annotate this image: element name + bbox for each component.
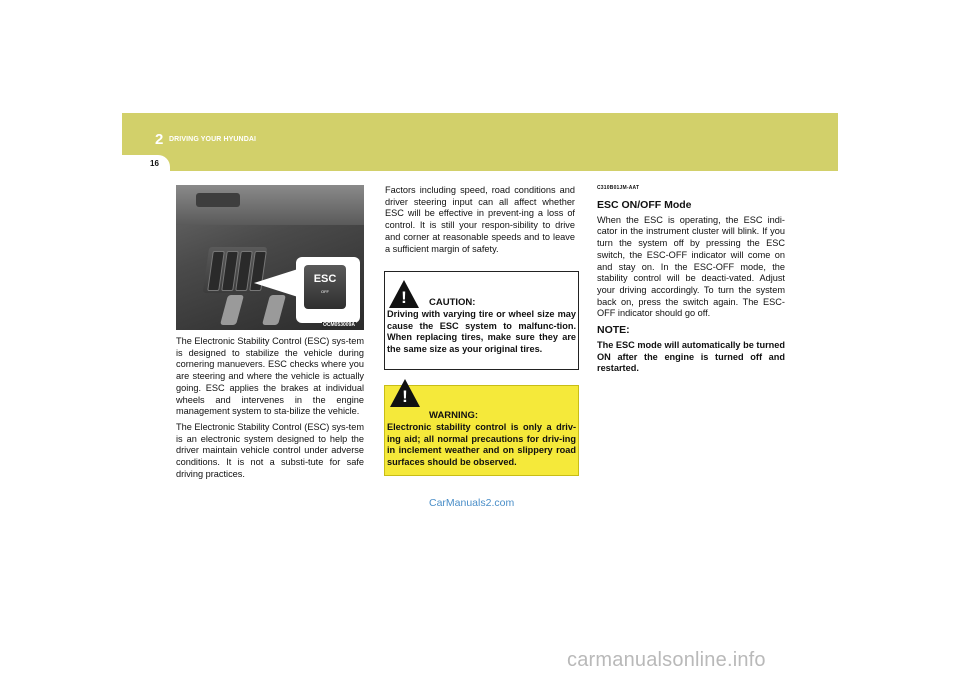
esc-factors-paragraph: Factors including speed, road conditions and driver steering input can all affect whether ESC will be effective in prevent-ing a loss of control. It is still your respon-sibility to drive and corner at reasonable speeds and to leave a sufficient margin of safety. (385, 185, 575, 254)
esc-mode-paragraph: When the ESC is operating, the ESC indi-cator in the instrument cluster will blink. If you turn the system off by pressing the ESC switch, the ESC-OFF indicator will come on and stay on. In the ESC-OFF mode, the stability control will be deacti-vated. Adjust your driving accordingly. To turn the system back on, press the switch again. The ESC-OFF indicator should go off. (597, 214, 785, 319)
page-number-tab (122, 155, 170, 171)
esc-switch-photo (176, 185, 364, 330)
warning-icon-mark: ! (402, 387, 408, 406)
warning-box (384, 385, 579, 476)
warning-text: Electronic stability control is only a driv-ing aid; all normal precautions for driv-ing in inclement weather and on slippery road surfaces should be observed. (387, 422, 576, 468)
caution-icon-mark: ! (401, 288, 407, 307)
photo-code: OCM053009A (323, 322, 355, 328)
photo-callout-pointer (254, 269, 298, 297)
column-2 (385, 185, 575, 259)
photo-pedal (220, 295, 244, 325)
esc-off-button (304, 265, 346, 309)
section-code: C310B01JM-AAT (597, 185, 640, 191)
page-number: 16 (150, 159, 159, 168)
caution-box (384, 271, 579, 370)
footer-watermark: carmanualsonline.info (567, 649, 766, 671)
photo-vent (196, 193, 240, 207)
photo-pedal (262, 295, 286, 325)
chapter-title: DRIVING YOUR HYUNDAI (169, 136, 257, 143)
watermark-link[interactable]: CarManuals2.com (429, 497, 515, 509)
section-heading: ESC ON/OFF Mode (597, 198, 692, 211)
esc-button-sublabel: OFF (321, 289, 329, 294)
caution-text: Driving with varying tire or wheel size may cause the ESC system to malfunc-tion. When replacing tires, make sure they are the same size as your original tires. (387, 309, 576, 355)
note-text: The ESC mode will automatically be turned ON after the engine is turned off and restarted. (597, 340, 785, 374)
esc-button-label: ESC (313, 273, 337, 285)
note-heading: NOTE: (597, 324, 630, 337)
column-3 (597, 183, 785, 379)
chapter-number: 2 (155, 131, 164, 148)
esc-description-paragraph: The Electronic Stability Control (ESC) sys-tem is an electronic system designed to help the driver maintain vehicle control under adverse conditions. It is not a substi-tute for safe driving practices. (176, 421, 364, 479)
column-1 (176, 336, 364, 484)
caution-title: CAUTION: (429, 297, 476, 308)
esc-intro-paragraph: The Electronic Stability Control (ESC) sys-tem is designed to stabilize the vehicle during cornering manuevers. ESC checks where you are steering and where the vehicle is actually going. ESC applies the brakes at individual wheels and intervenes in the engine management system to sta-bilize the vehicle. (176, 336, 364, 417)
warning-title: WARNING: (429, 410, 479, 421)
